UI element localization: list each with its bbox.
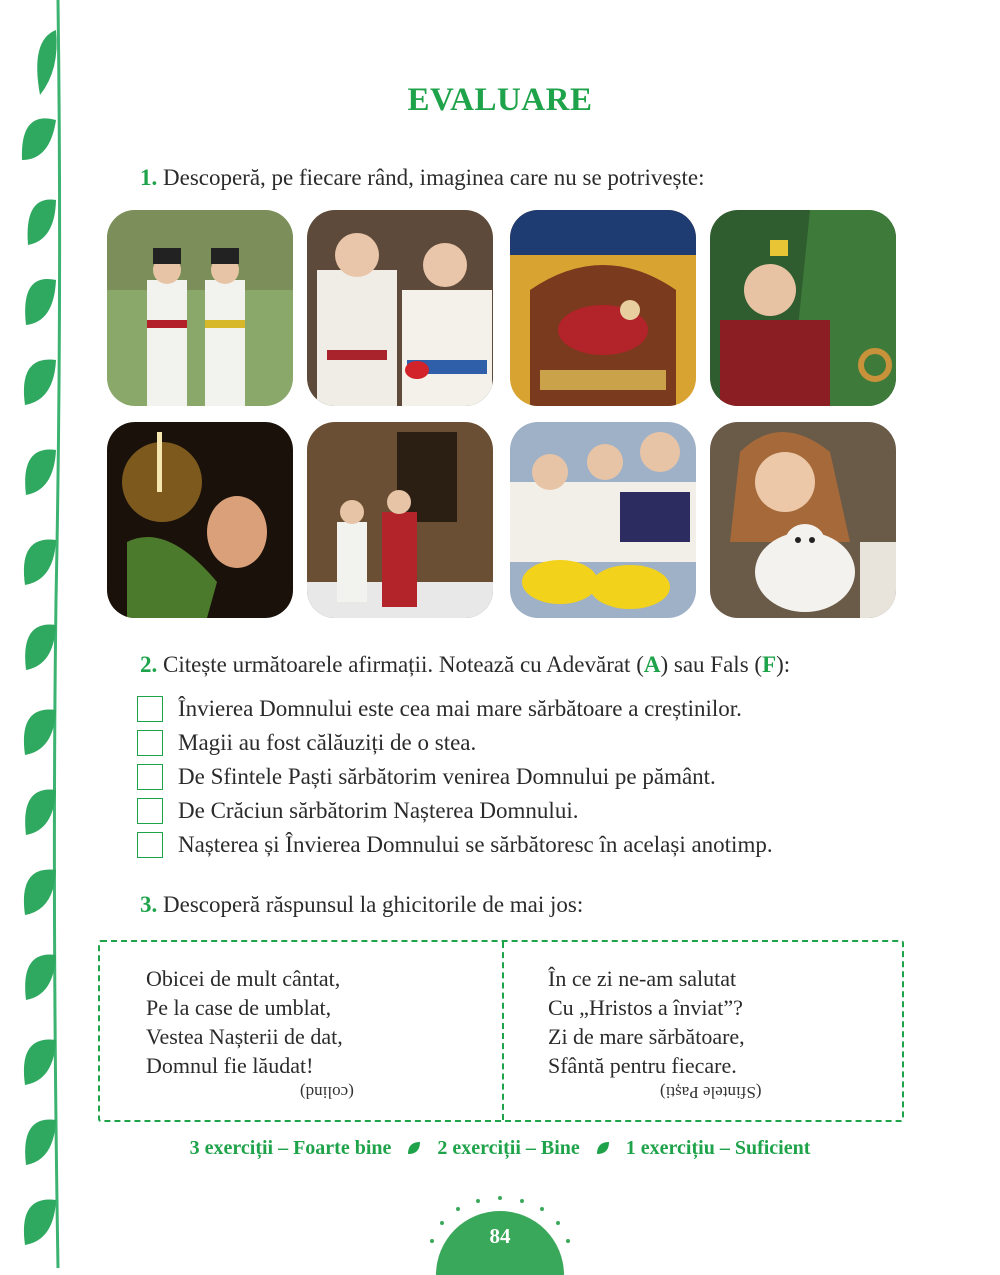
- true-false-list: [137, 692, 773, 862]
- question-2-text-after: ):: [776, 652, 791, 677]
- question-3-number: 3.: [140, 892, 158, 917]
- answer-checkbox[interactable]: [137, 764, 163, 790]
- riddle-line: Cu „Hristos a înviat”?: [548, 995, 743, 1020]
- riddle-line: Vestea Nașterii de dat,: [146, 1024, 343, 1049]
- statement-text: De Crăciun sărbătorim Nașterea Domnului.: [178, 798, 579, 823]
- statement-text: Învierea Domnului este cea mai mare sărbătoare a creștinilor.: [178, 696, 742, 721]
- photo-candle-light[interactable]: [107, 422, 293, 618]
- answer-checkbox[interactable]: [137, 798, 163, 824]
- question-2-text-mid: ) sau Fals (: [660, 652, 763, 677]
- leaf-icon: [595, 1140, 611, 1156]
- page-title: EVALUARE: [407, 82, 593, 118]
- riddle-left: [146, 964, 343, 1080]
- question-2-number: 2.: [140, 652, 158, 677]
- question-2-text-before: Citește următoarele afirmații. Notează cu Adevărat (: [163, 652, 644, 677]
- vine-decoration: [0, 0, 80, 1268]
- score-level-1: 3 exerciții – Foarte bine: [189, 1137, 392, 1159]
- photo-grid: [107, 210, 897, 620]
- photo-nativity-icon[interactable]: [510, 210, 696, 406]
- true-false-item: [137, 726, 773, 760]
- question-3-text: Descoperă răspunsul la ghicitorile de mai jos:: [163, 892, 584, 917]
- leaf-icon: [406, 1140, 422, 1156]
- page-number: 84: [489, 1224, 511, 1248]
- riddle-divider: [502, 942, 504, 1120]
- photo-girls-eggs[interactable]: [307, 210, 493, 406]
- riddle-line: Obicei de mult cântat,: [146, 966, 341, 991]
- answer-checkbox[interactable]: [137, 696, 163, 722]
- question-1-text: Descoperă, pe fiecare rând, imaginea care nu se potrivește:: [163, 165, 705, 190]
- statement-text: Magii au fost călăuziți de o stea.: [178, 730, 477, 755]
- answer-checkbox[interactable]: [137, 730, 163, 756]
- true-false-item: [137, 760, 773, 794]
- scoring-legend: [0, 1137, 1000, 1160]
- photo-girl-lamb[interactable]: [710, 422, 896, 618]
- riddle-line: Domnul fie lăudat!: [146, 1053, 314, 1078]
- answer-checkbox[interactable]: [137, 832, 163, 858]
- score-level-2: 2 exerciții – Bine: [437, 1137, 580, 1159]
- riddle-line: Pe la case de umblat,: [146, 995, 332, 1020]
- true-false-item: [137, 828, 773, 862]
- riddle-line: Sfântă pentru fiecare.: [548, 1053, 737, 1078]
- photo-boys-folk-costume[interactable]: [107, 210, 293, 406]
- question-3: [140, 892, 583, 918]
- statement-text: De Sfintele Paști sărbătorim venirea Domnului pe pământ.: [178, 764, 716, 789]
- riddles-box: [98, 940, 904, 1122]
- question-1: [140, 165, 705, 191]
- true-letter: A: [643, 652, 661, 677]
- photo-christmas-tree[interactable]: [710, 210, 896, 406]
- question-2: [140, 652, 790, 678]
- photo-girls-flowers[interactable]: [510, 422, 696, 618]
- false-letter: F: [762, 652, 777, 677]
- true-false-item: [137, 794, 773, 828]
- riddle-answer-right: (Sfintele Paști): [660, 1083, 762, 1102]
- riddle-line: În ce zi ne-am salutat: [548, 966, 737, 991]
- riddle-right: [548, 964, 745, 1080]
- score-level-3: 1 exercițiu – Suficient: [625, 1137, 811, 1159]
- statement-text: Nașterea și Învierea Domnului se sărbătoresc în același anotimp.: [178, 832, 773, 857]
- true-false-item: [137, 692, 773, 726]
- riddle-line: Zi de mare sărbătoare,: [548, 1024, 745, 1049]
- question-1-number: 1.: [140, 165, 158, 190]
- photo-children-house[interactable]: [307, 422, 493, 618]
- riddle-answer-left: (colind): [300, 1083, 354, 1102]
